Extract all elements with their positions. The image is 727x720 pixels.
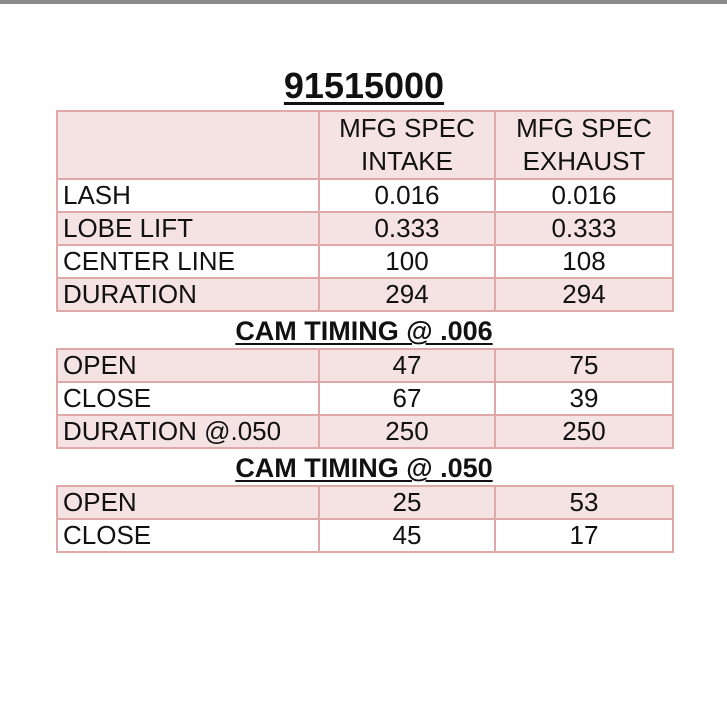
- table-row: [57, 415, 673, 448]
- exhaust-value: 39: [495, 382, 673, 415]
- header-exhaust-line1: MFG SPEC: [516, 113, 652, 143]
- intake-value: 100: [319, 245, 495, 278]
- table-row: [57, 245, 673, 278]
- intake-value: 0.016: [319, 179, 495, 212]
- row-label: CENTER LINE: [57, 245, 319, 278]
- main-spec-table: [56, 110, 674, 312]
- top-border: [0, 0, 727, 4]
- intake-value: 294: [319, 278, 495, 311]
- exhaust-value: 17: [495, 519, 673, 552]
- table-row: [57, 278, 673, 311]
- cam-timing-050-title: CAM TIMING @ .050: [235, 453, 493, 483]
- header-row: [57, 111, 673, 179]
- exhaust-value: 0.016: [495, 179, 673, 212]
- row-label: LASH: [57, 179, 319, 212]
- row-label: OPEN: [57, 486, 319, 519]
- intake-value: 25: [319, 486, 495, 519]
- header-intake: [319, 111, 495, 179]
- spec-sheet: [56, 64, 672, 553]
- exhaust-value: 108: [495, 245, 673, 278]
- row-label: CLOSE: [57, 519, 319, 552]
- cam-timing-006-table: [56, 348, 674, 449]
- header-intake-line1: MFG SPEC: [339, 113, 475, 143]
- header-exhaust-line2: EXHAUST: [522, 146, 646, 176]
- header-exhaust: [495, 111, 673, 179]
- table-row: [57, 179, 673, 212]
- header-intake-line2: INTAKE: [361, 146, 453, 176]
- exhaust-value: 53: [495, 486, 673, 519]
- intake-value: 47: [319, 349, 495, 382]
- table-row: [57, 519, 673, 552]
- table-row: [57, 212, 673, 245]
- intake-value: 45: [319, 519, 495, 552]
- cam-timing-050-table: [56, 485, 674, 553]
- cam-timing-006-title: CAM TIMING @ .006: [235, 316, 493, 346]
- row-label: CLOSE: [57, 382, 319, 415]
- intake-value: 67: [319, 382, 495, 415]
- part-number-title: 91515000: [283, 65, 445, 106]
- row-label: LOBE LIFT: [57, 212, 319, 245]
- exhaust-value: 0.333: [495, 212, 673, 245]
- row-label: OPEN: [57, 349, 319, 382]
- table-row: [57, 349, 673, 382]
- table-row: [57, 382, 673, 415]
- intake-value: 0.333: [319, 212, 495, 245]
- row-label: DURATION @.050: [57, 415, 319, 448]
- header-label-cell: [57, 111, 319, 179]
- exhaust-value: 75: [495, 349, 673, 382]
- exhaust-value: 294: [495, 278, 673, 311]
- row-label: DURATION: [57, 278, 319, 311]
- table-row: [57, 486, 673, 519]
- exhaust-value: 250: [495, 415, 673, 448]
- intake-value: 250: [319, 415, 495, 448]
